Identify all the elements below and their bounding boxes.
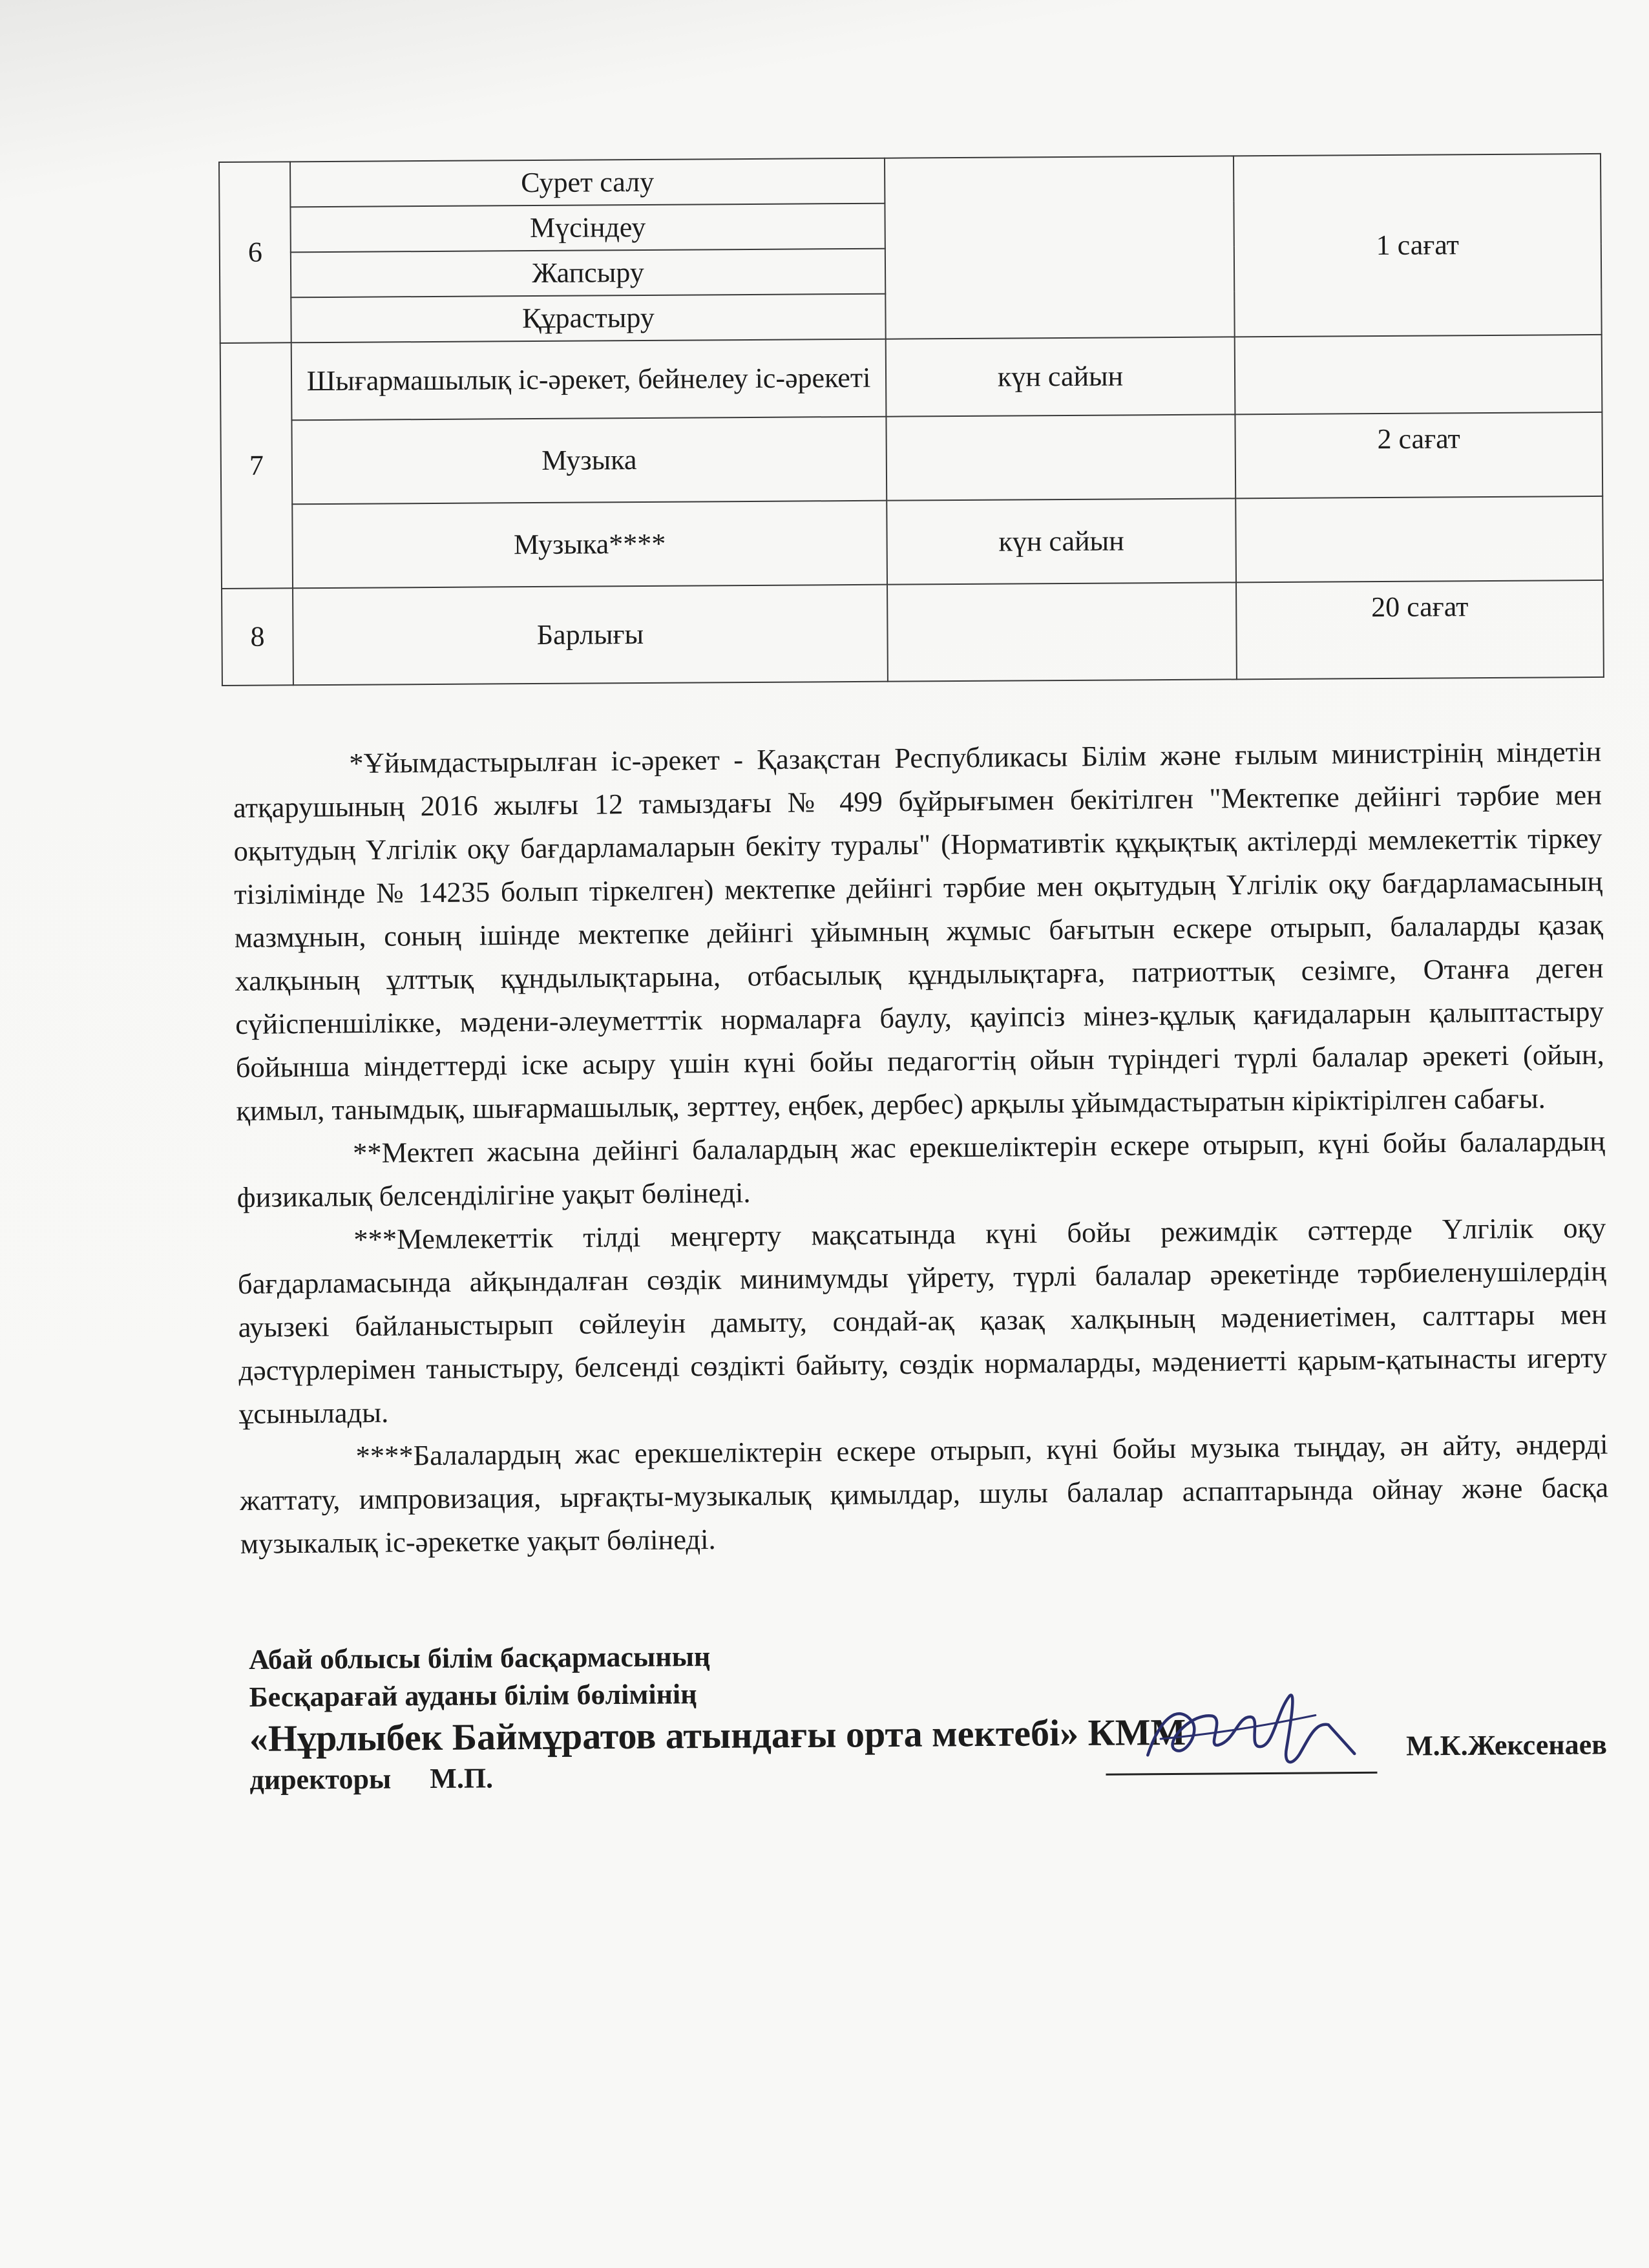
frequency-cell: күн сайын bbox=[887, 498, 1236, 584]
school-name: «Нұрлыбек Баймұратов атындағы орта мектебі» КММ bbox=[249, 1710, 1186, 1759]
hours-cell: 1 сағат bbox=[1234, 154, 1602, 337]
activity-name: Құрастыру bbox=[291, 294, 885, 343]
footnote-1: *Ұйымдастырылған іс-әрекет - Қазақстан Республикасы Білім және ғылым министрінің міндетін атқарушының 2016 жылғы 12 тамыздағы № 499 бұйрығымен бекітілген "Мектепке дейінгі тәрбие мен оқытудың Үлгілік оқу бағдарламаларын бекіту туралы" (Нормативтік құқықтық актілерді мемлекеттік тіркеу тізілімінде № 14235 болып тіркелген) мектепке дейінгі тәрбие мен оқытудың Үлгілік оқу бағдарламасының мазмұнын, соның ішінде мектепке дейінгі ұйымның жұмыс бағытын ескере отырып, балаларды қазақ халқының ұлттық құндылықтарына, отбасылық құндылықтарға, патриоттық сезімге, Отанға деген сүйіспеншілікке, мәдени-әлеуметттік нормаларға баулу, қауіпсіз мінез-құлық қағидаларын қалыптастыру бойынша міндеттерді іске асыру үшін күні бойы педагогтің ойын түріндегі түрлі балалар әрекеті (ойын, қимыл, танымдық, шығармашылық, зерттеу, еңбек, дербес) арқылы ұйымдастыратын кіріктірілген сабағы. bbox=[233, 735, 1604, 1127]
org-line-1: Абай облысы білім басқармасының bbox=[249, 1641, 711, 1675]
org-line-2: Бесқарағай ауданы білім бөлімінің bbox=[249, 1678, 697, 1713]
hours-cell: 20 сағат bbox=[1236, 580, 1604, 679]
activity-name: Жапсыру bbox=[291, 249, 885, 298]
footnote-4: ****Балалардың жас ерекшеліктерін ескере отырып, күні бойы музыка тыңдау, ән айту, әндерді жаттату, импровизация, ырғақты-музыкалық қимылдар, шулы балалар аспаптарында ойнау және басқа музыкалық іс-әрекетке уақыт бөлінеді. bbox=[240, 1427, 1609, 1560]
row-number: 7 bbox=[220, 342, 293, 589]
table-row bbox=[222, 580, 1604, 686]
activity-name: Музыка**** bbox=[292, 501, 887, 589]
table-row bbox=[220, 412, 1602, 505]
table-row bbox=[220, 335, 1602, 421]
row-number: 8 bbox=[222, 588, 293, 686]
frequency-cell: күн сайын bbox=[886, 337, 1235, 416]
director-name: М.К.Жексенаев bbox=[1406, 1728, 1608, 1762]
activity-name: Барлығы bbox=[293, 585, 888, 686]
schedule-table bbox=[218, 153, 1604, 686]
activity-name: Шығармашылық іс-әрекет, бейнелеу іс-әрекеті bbox=[291, 339, 887, 421]
footnote-2: **Мектеп жасына дейінгі балалардың жас ерекшеліктерін ескере отырып, күні бойы балалардың физикалық белсенділігіне уақыт бөлінеді. bbox=[236, 1124, 1606, 1213]
hours-cell: 2 сағат bbox=[1235, 412, 1602, 498]
activity-name: Мүсіндеу bbox=[290, 204, 885, 253]
schedule-table-container bbox=[218, 153, 1604, 686]
stamp-place-label: М.П. bbox=[430, 1762, 494, 1795]
director-title: директоры bbox=[249, 1763, 392, 1796]
frequency-cell bbox=[886, 414, 1235, 500]
row-number: 6 bbox=[219, 162, 291, 343]
table-row bbox=[219, 154, 1601, 207]
handwritten-signature-icon bbox=[1121, 1676, 1367, 1781]
footnote-3: ***Мемлекеттік тілді меңгерту мақсатында күні бойы режимдік сәттерде Үлгілік оқу бағдарламасында айқындалған сөздік минимумды үйрету, түрлі балалар әрекетінде тәрбиеленушілердің ауызекі байланыстырып сөйлеуін дамыту, сондай-ақ қазақ халқының мәдениетімен, салттары мен дәстүрлерімен таныстыру, белсенді сөздікті байыту, сөздік нормаларды, мәдениетті қарым-қатынасты игерту ұсынылады. bbox=[237, 1211, 1608, 1430]
activity-name: Сурет салу bbox=[290, 158, 885, 207]
signature-block bbox=[249, 1632, 1608, 1799]
frequency-cell bbox=[887, 582, 1237, 681]
frequency-cell bbox=[885, 156, 1235, 339]
hours-cell bbox=[1235, 496, 1603, 582]
activity-name: Музыка bbox=[291, 417, 887, 505]
hours-cell bbox=[1235, 335, 1602, 414]
footnotes bbox=[233, 730, 1609, 1566]
table-row bbox=[221, 496, 1603, 589]
